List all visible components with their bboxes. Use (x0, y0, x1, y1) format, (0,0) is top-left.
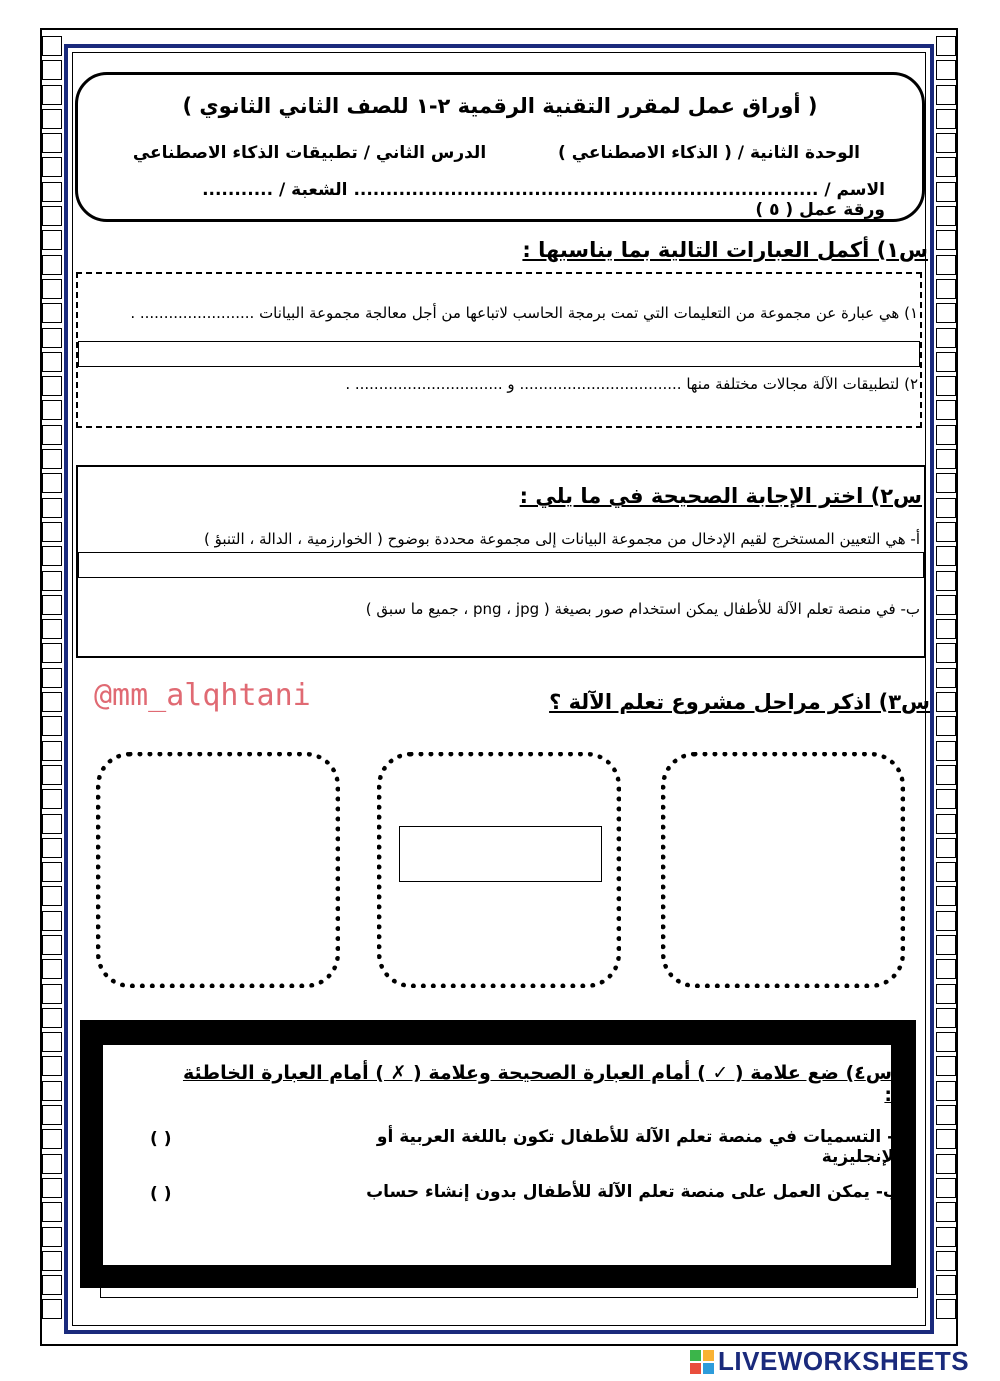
q2-title: س٢) اختر الإجابة الصحيحة في ما يلي : (519, 484, 922, 508)
logo-grid-icon (690, 1350, 714, 1374)
q4-title: س٤) ضع علامة ( ✓ ) أمام العبارة الصحيحة وعلامة ( ✗ ) أمام العبارة الخاطئة : (182, 1062, 892, 1106)
unit-lesson-line (130, 143, 860, 163)
right-border-tiles (936, 36, 956, 1324)
q1-item2: ٢) لتطبيقات الآلة مجالات مختلفة منها .................................. و ............................... . (345, 375, 918, 393)
q4-item-b: ب- يمكن العمل على منصة تعلم الآلة للأطفال بدون إنشاء حساب (366, 1182, 900, 1202)
lesson-label: الدرس الثاني / تطبيقات الذكاء الاصطناعي (132, 143, 487, 163)
q4-bottom-edge (100, 1288, 918, 1298)
liveworksheets-logo (690, 1346, 990, 1376)
stage-box-3 (96, 752, 340, 988)
name-label: الاسم / ........................................................................ (353, 180, 885, 200)
q4-item-a-answer[interactable]: ( ) (150, 1129, 172, 1149)
worksheet-title: ( أوراق عمل لمقرر التقنية الرقمية ٢-١ للصف الثاني الثانوي ) (182, 94, 818, 118)
section-label: الشعبة / ........... (202, 180, 348, 200)
student-info-line (120, 180, 885, 220)
q1-answer-field[interactable] (78, 341, 920, 367)
q2-item-a: أ- هي التعيين المستخرج لقيم الإدخال من مجموعة البيانات إلى مجموعة محددة بوضوح ( الخوارزمية ، الدالة ، التنبؤ ) (203, 530, 920, 548)
q2-item-b: ب- في منصة تعلم الآلة للأطفال يمكن استخدام صور بصيغة ( png ، jpg ، جميع ما سبق ) (365, 600, 920, 618)
q4-item-a: أ- التسميات في منصة تعلم الآلة للأطفال تكون باللغة العربية أو الإنجليزية (376, 1127, 900, 1167)
stage-box-1 (661, 752, 905, 988)
q1-title: س١) أكمل العبارات التالية بما يناسبها : (522, 238, 928, 262)
worksheet-number: ورقة عمل ( ٥ ) (755, 200, 885, 220)
left-border-tiles (42, 36, 62, 1324)
logo-text: LIVEWORKSHEETS (718, 1346, 970, 1376)
q4-item-b-answer[interactable]: ( ) (150, 1184, 172, 1204)
q1-item1: ١) هي عبارة عن مجموعة من التعليمات التي تمت برمجة الحاسب لاتباعها من أجل معالجة مجموعة البيانات ........................ . (130, 304, 918, 322)
q2-answer-field[interactable] (78, 552, 924, 578)
q3-title: س٣) اذكر مراحل مشروع تعلم الآلة ؟ (549, 690, 930, 714)
stage-answer-field[interactable] (399, 826, 602, 882)
author-watermark: @mm_alqhtani (94, 678, 311, 713)
unit-label: الوحدة الثانية / ( الذكاء الاصطناعي ) (558, 143, 860, 163)
